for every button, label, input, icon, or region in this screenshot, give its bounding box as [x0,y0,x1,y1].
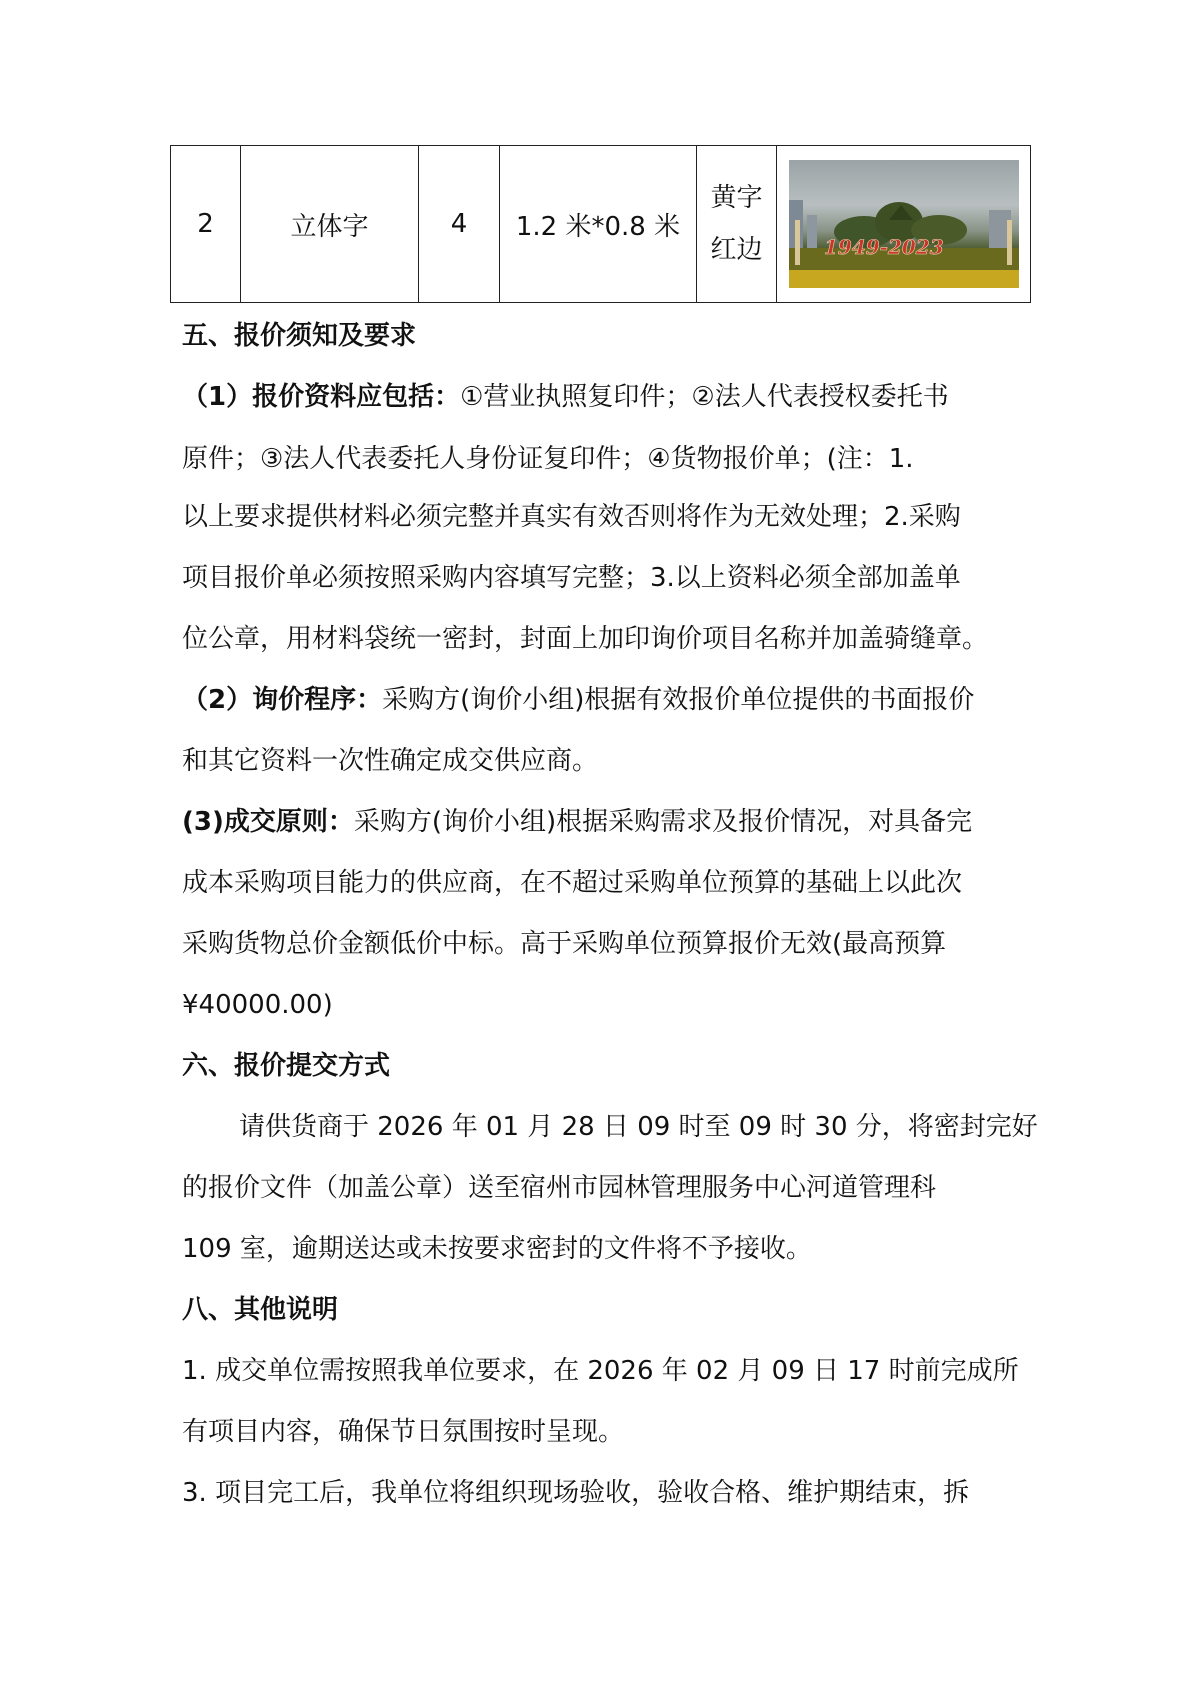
sec8-item1-line1: 1. 成交单位需按照我单位要求，在 2026 年 02 月 09 日 17 时前完成所 [182,1356,1019,1386]
sec5-p2-line1 [182,682,974,718]
color-line-2: 红边 [710,235,763,265]
sec5-p1-line1 [182,379,949,415]
sample-photo [789,160,1019,288]
sec5-p1-label: （1）报价资料应包括： [182,382,461,412]
sec6-line1: 请供货商于 2026 年 01 月 28 日 09 时至 09 时 30 分，将密封完好 [239,1112,1038,1142]
sec5-p2-text1: 采购方(询价小组)根据有效报价单位提供的书面报价 [382,685,975,715]
size-cell: 1.2 米*0.8 米 [500,146,697,303]
sec5-p3-line4: ¥40000.00) [182,990,333,1020]
sec5-p2-label: （2）询价程序： [182,685,383,715]
row-index-cell: 2 [171,146,241,303]
table-row [171,146,1031,303]
sec5-p3-label: (3)成交原则： [182,807,354,837]
sec5-p2-line2: 和其它资料一次性确定成交供应商。 [182,746,599,776]
sec6-line3: 109 室，逾期送达或未按要求密封的文件将不予接收。 [182,1234,812,1264]
sec8-item3-line1: 3. 项目完工后，我单位将组织现场验收，验收合格、维护期结束，拆 [182,1478,970,1508]
sec5-p3-text1: 采购方(询价小组)根据采购需求及报价情况，对具备完 [353,807,973,837]
color-line-1: 黄字 [710,183,763,213]
sec5-p1-line4: 项目报价单必须按照采购内容填写完整；3.以上资料必须全部加盖单 [182,563,961,593]
section-8-heading: 八、其他说明 [182,1295,339,1325]
photo-scene [789,160,1019,288]
sec5-p3-line1 [182,804,972,840]
sec5-p1-line3: 以上要求提供材料必须完整并真实有效否则将作为无效处理；2.采购 [182,502,961,532]
spec-table [170,145,1031,303]
sec5-p1-line2: 原件；③法人代表委托人身份证复印件；④货物报价单；(注：1. [182,444,914,474]
quantity-cell: 4 [419,146,500,303]
color-cell [697,146,777,303]
sec6-line2: 的报价文件（加盖公章）送至宿州市园林管理服务中心河道管理科 [182,1173,937,1203]
sec8-item1-line2: 有项目内容，确保节日氛围按时呈现。 [182,1417,625,1447]
item-name-cell: 立体字 [241,146,419,303]
section-6-heading: 六、报价提交方式 [182,1051,391,1081]
sec5-p3-line3: 采购货物总价金额低价中标。高于采购单位预算报价无效(最高预算 [182,929,947,959]
sec5-p3-line2: 成本采购项目能力的供应商，在不超过采购单位预算的基础上以此次 [182,868,963,898]
sec5-p1-line5: 位公章，用材料袋统一密封，封面上加印询价项目名称并加盖骑缝章。 [182,624,989,654]
photo-cell [777,146,1031,303]
section-5-heading: 五、报价须知及要求 [182,321,417,351]
photo-text: 1949-2023 [823,235,944,259]
sec5-p1-text1: ①营业执照复印件；②法人代表授权委托书 [460,382,949,412]
